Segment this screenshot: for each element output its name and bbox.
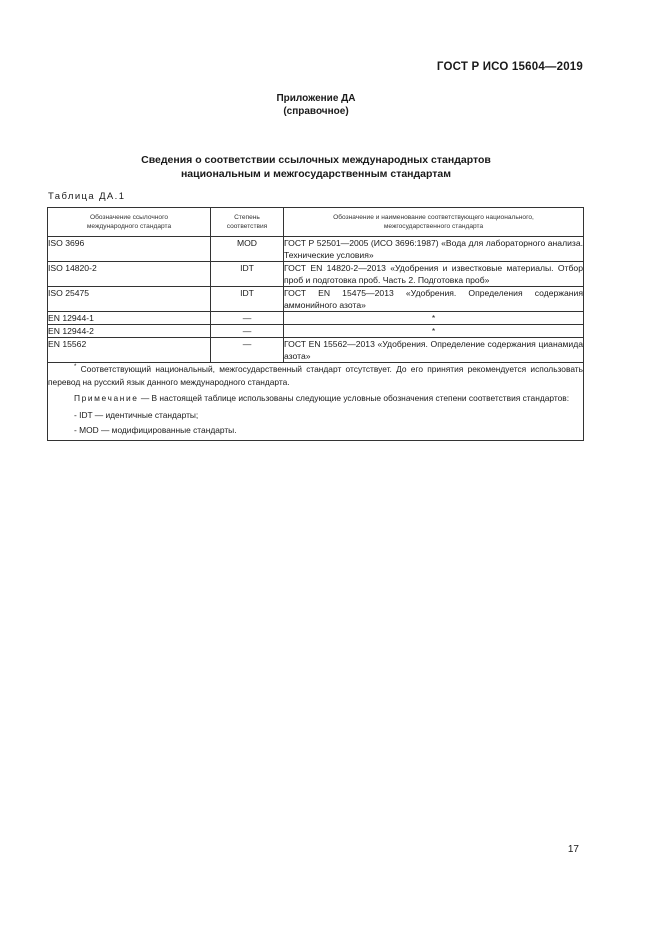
cell-degree: IDT	[211, 287, 284, 312]
cell-degree: IDT	[211, 262, 284, 287]
table-row	[48, 312, 584, 325]
document-title-line-2: национальным и межгосударственным стандартам	[180, 168, 452, 180]
footnote-text: Соответствующий национальный, межгосударственный стандарт отсутствует. До его принятия рекомендуется использовать перевод на русский язык данного международного стандарта.	[48, 364, 583, 387]
note-item-mod: - MOD — модифицированные стандарты.	[74, 425, 237, 435]
appendix-title: Приложение ДА	[276, 93, 356, 104]
cell-national: ГОСТ Р 52501—2005 (ИСО 3696:1987) «Вода для лабораторного анализа. Технические условия»	[284, 238, 583, 260]
document-title-line-1: Сведения о соответствии ссылочных международных стандартов	[141, 154, 491, 166]
cell-reference: ISO 25475	[48, 287, 211, 312]
header-text: Обозначение и наименование соответствующего национального,	[333, 213, 534, 221]
table-label: Таблица ДА.1	[48, 191, 126, 202]
header-reference-standard	[48, 208, 211, 237]
cell-national: *	[284, 325, 584, 338]
cell-national: ГОСТ EN 15562—2013 «Удобрения. Определение содержания цианамида азота»	[284, 339, 583, 361]
appendix-heading	[0, 92, 632, 118]
note-text: — В настоящей таблице использованы следующие условные обозначения степени соответствия стандартов:	[140, 393, 570, 403]
footnote-mark: *	[74, 364, 77, 370]
cell-national: *	[284, 312, 584, 325]
footnote	[48, 363, 583, 388]
table-notes-row	[48, 363, 584, 441]
document-title	[0, 153, 632, 181]
cell-degree: —	[211, 338, 284, 363]
cell-reference: EN 15562	[48, 338, 211, 363]
cell-national: ГОСТ EN 15475—2013 «Удобрения. Определения содержания аммонийного азота»	[284, 288, 583, 310]
header-text: международного стандарта	[86, 223, 172, 230]
header-text: межгосударственного стандарта	[383, 223, 484, 230]
document-code: ГОСТ Р ИСО 15604—2019	[436, 61, 583, 73]
table-row	[48, 262, 584, 287]
table-notes	[48, 363, 584, 441]
header-national-standard	[284, 208, 584, 237]
table-header-row	[48, 208, 584, 237]
cell-national: ГОСТ EN 14820-2—2013 «Удобрения и известковые материалы. Отбор проб и подготовка проб. Часть 2. Подготовка проб»	[284, 263, 583, 285]
table-row	[48, 325, 584, 338]
note-label: Примечание	[74, 393, 139, 403]
table-row	[48, 287, 584, 312]
header-degree	[211, 208, 284, 237]
cell-reference: EN 12944-2	[48, 325, 211, 338]
table-row	[48, 237, 584, 262]
header-text: соответствия	[226, 223, 268, 230]
cell-degree: —	[211, 312, 284, 325]
note	[48, 392, 583, 405]
header-text: Степень	[234, 213, 260, 221]
note-item-idt: - IDT — идентичные стандарты;	[74, 409, 199, 420]
cell-degree: —	[211, 325, 284, 338]
cell-degree: MOD	[211, 237, 284, 262]
cell-reference: ISO 3696	[48, 237, 211, 262]
standards-correspondence-table	[47, 207, 584, 441]
cell-reference: ISO 14820-2	[48, 262, 211, 287]
cell-reference: EN 12944-1	[48, 312, 211, 325]
page-number: 17	[567, 844, 579, 855]
appendix-subtitle: (справочное)	[283, 106, 349, 117]
header-text: Обозначение ссылочного	[89, 213, 169, 221]
table-row	[48, 338, 584, 363]
